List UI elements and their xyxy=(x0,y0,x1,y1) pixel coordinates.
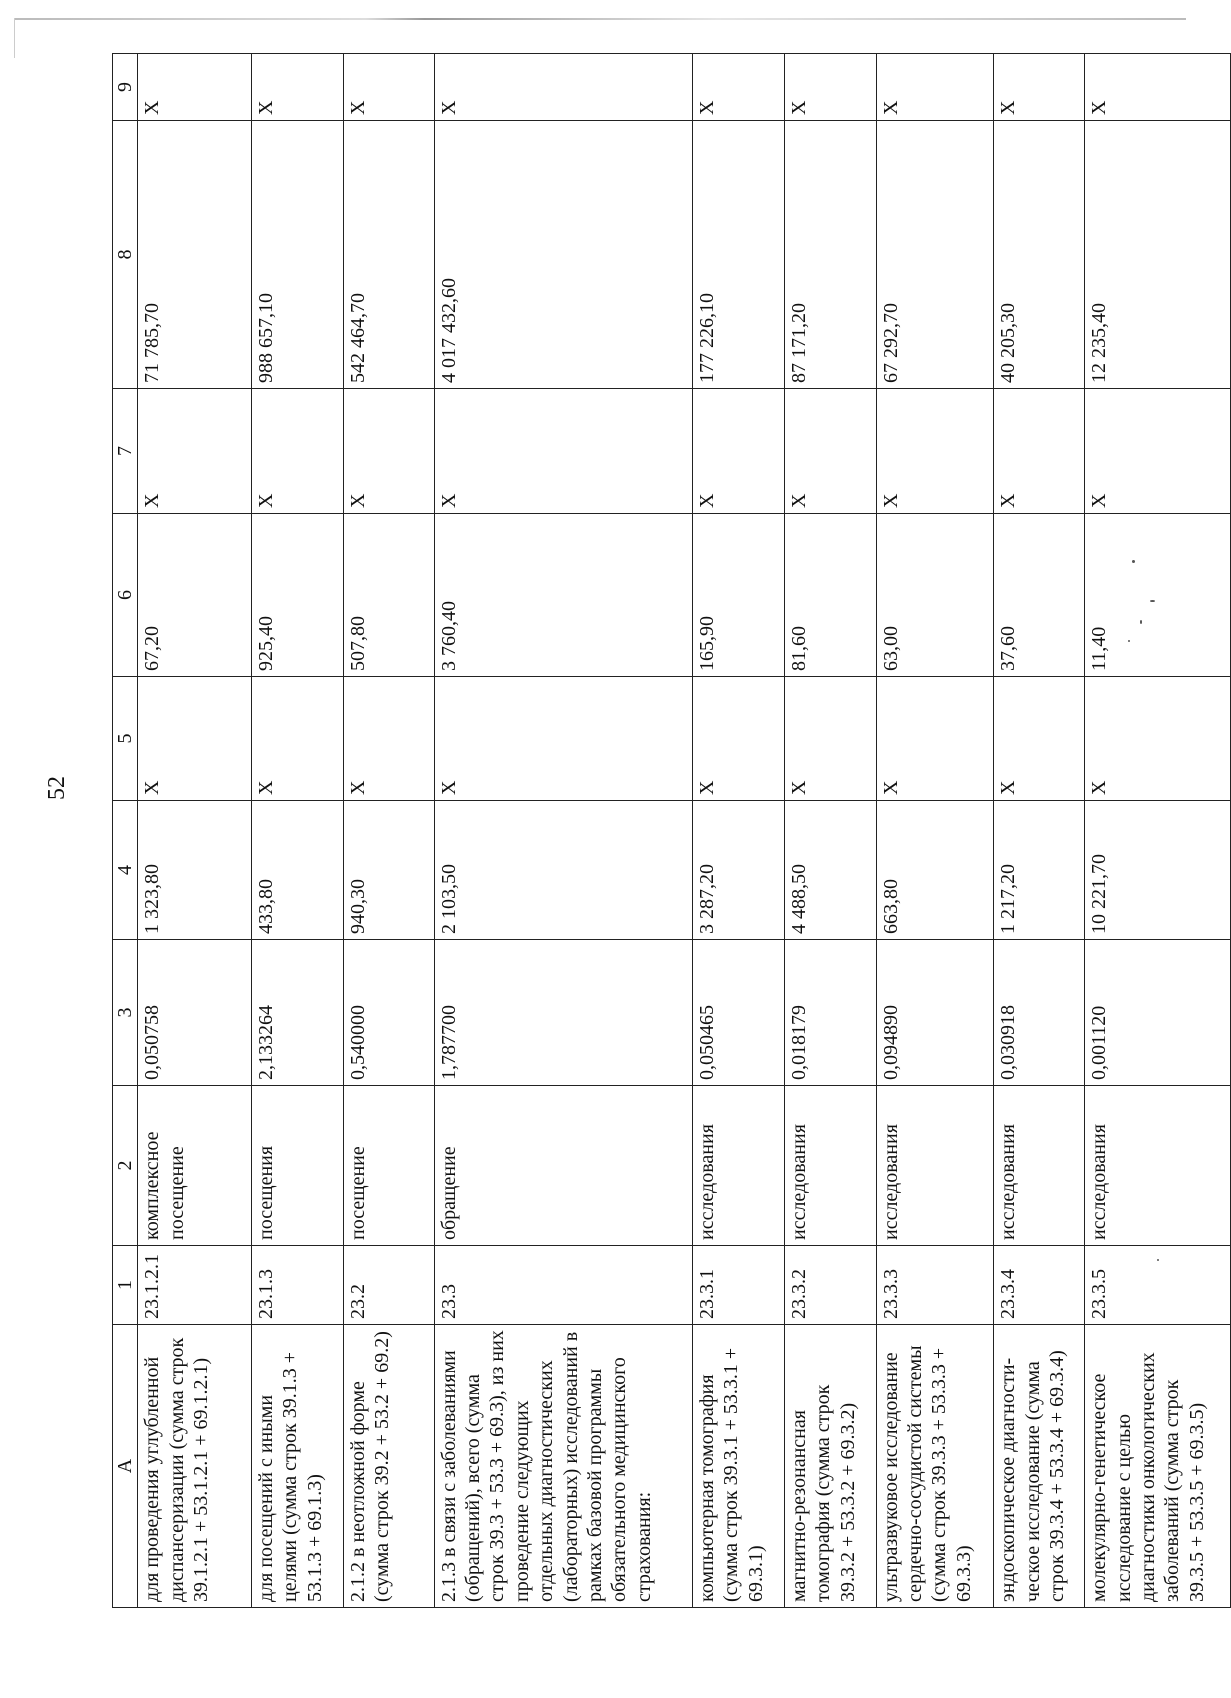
row-col9: Х xyxy=(1085,54,1231,121)
header-row xyxy=(113,54,138,1608)
row-col8: 4 017 432,60 xyxy=(434,121,692,389)
row-col7: Х xyxy=(876,389,994,514)
row-col4: 2 103,50 xyxy=(434,801,692,940)
row-col4: 1 217,20 xyxy=(994,801,1085,940)
row-col3: 0,018179 xyxy=(784,940,876,1086)
row-description: эндоскопическое диагности-ческое исследование (сумма строк 39.3.4 + 53.3.4 + 69.3.4) xyxy=(994,1325,1085,1608)
row-col9: Х xyxy=(252,54,344,121)
page-number: 52 xyxy=(44,776,70,800)
scan-speck xyxy=(1128,640,1130,642)
row-description: для проведения углубленной диспансеризации (сумма строк 39.1.2.1 + 53.1.2.1 + 69.1.2.1) xyxy=(138,1325,252,1608)
row-col6: 925,40 xyxy=(252,514,344,677)
row-col7: Х xyxy=(434,389,692,514)
header-cell: 9 xyxy=(113,54,138,121)
scan-speck xyxy=(1150,600,1155,602)
row-code: 23.1.2.1 xyxy=(138,1246,252,1325)
row-col7: Х xyxy=(994,389,1085,514)
row-description: компьютерная томография (сумма строк 39.3.1 + 53.3.1 + 69.3.1) xyxy=(692,1325,784,1608)
row-code: 23.3.3 xyxy=(876,1246,994,1325)
rotated-table-container xyxy=(112,54,1231,1608)
row-col4: 663,80 xyxy=(876,801,994,940)
table-row xyxy=(784,54,876,1608)
row-unit: обращение xyxy=(434,1086,692,1246)
row-code: 23.3 xyxy=(434,1246,692,1325)
row-code: 23.2 xyxy=(343,1246,434,1325)
row-col6: 67,20 xyxy=(138,514,252,677)
header-cell: 5 xyxy=(113,677,138,801)
table-row xyxy=(692,54,784,1608)
table-row xyxy=(138,54,252,1608)
row-col4: 433,80 xyxy=(252,801,344,940)
row-col7: Х xyxy=(343,389,434,514)
row-col5: Х xyxy=(784,677,876,801)
row-col8: 988 657,10 xyxy=(252,121,344,389)
table-row xyxy=(434,54,692,1608)
row-code: 23.1.3 xyxy=(252,1246,344,1325)
row-col7: Х xyxy=(1085,389,1231,514)
row-col4: 940,30 xyxy=(343,801,434,940)
row-col5: Х xyxy=(1085,677,1231,801)
row-col9: Х xyxy=(434,54,692,121)
financing-table xyxy=(112,53,1231,1608)
row-col5: Х xyxy=(343,677,434,801)
table-row xyxy=(252,54,344,1608)
row-col6: 507,80 xyxy=(343,514,434,677)
scan-speck xyxy=(1132,560,1135,563)
row-code: 23.3.5 xyxy=(1085,1246,1231,1325)
row-code: 23.3.1 xyxy=(692,1246,784,1325)
row-unit: посещения xyxy=(252,1086,344,1246)
row-col9: Х xyxy=(343,54,434,121)
row-col7: Х xyxy=(692,389,784,514)
row-col3: 0,030918 xyxy=(994,940,1085,1086)
row-col5: Х xyxy=(876,677,994,801)
table-row xyxy=(343,54,434,1608)
row-col8: 12 235,40 xyxy=(1085,121,1231,389)
scan-speck xyxy=(1140,620,1142,624)
row-col3: 0,050758 xyxy=(138,940,252,1086)
row-col5: Х xyxy=(692,677,784,801)
header-cell: 4 xyxy=(113,801,138,940)
row-col6: 3 760,40 xyxy=(434,514,692,677)
row-col9: Х xyxy=(138,54,252,121)
row-col3: 0,540000 xyxy=(343,940,434,1086)
row-code: 23.3.2 xyxy=(784,1246,876,1325)
row-description: для посещений с иными целями (сумма строк 39.1.3 + 53.1.3 + 69.1.3) xyxy=(252,1325,344,1608)
row-description: 2.1.2 в неотложной форме (сумма строк 39.2 + 53.2 + 69.2) xyxy=(343,1325,434,1608)
row-col6: 63,00 xyxy=(876,514,994,677)
header-cell: A xyxy=(113,1325,138,1608)
scan-top-edge xyxy=(14,18,1186,20)
row-col5: Х xyxy=(138,677,252,801)
row-col5: Х xyxy=(994,677,1085,801)
row-col9: Х xyxy=(994,54,1085,121)
row-col8: 542 464,70 xyxy=(343,121,434,389)
row-col9: Х xyxy=(784,54,876,121)
row-col6: 11,40 xyxy=(1085,514,1231,677)
row-col5: Х xyxy=(434,677,692,801)
row-col8: 67 292,70 xyxy=(876,121,994,389)
row-code: 23.3.4 xyxy=(994,1246,1085,1325)
row-col7: Х xyxy=(784,389,876,514)
row-col6: 37,60 xyxy=(994,514,1085,677)
row-col3: 0,001120 xyxy=(1085,940,1231,1086)
row-unit: исследования xyxy=(784,1086,876,1246)
row-description: молекулярно-генетическое исследование с целью диагностики онкологических заболеваний (сумма строк 39.3.5 + 53.3.5 + 69.3.5) xyxy=(1085,1325,1231,1608)
row-col3: 1,787700 xyxy=(434,940,692,1086)
row-unit: исследования xyxy=(994,1086,1085,1246)
row-col6: 81,60 xyxy=(784,514,876,677)
row-col3: 2,133264 xyxy=(252,940,344,1086)
row-col8: 177 226,10 xyxy=(692,121,784,389)
row-col8: 71 785,70 xyxy=(138,121,252,389)
row-col4: 3 287,20 xyxy=(692,801,784,940)
row-col6: 165,90 xyxy=(692,514,784,677)
row-col3: 0,050465 xyxy=(692,940,784,1086)
row-col9: Х xyxy=(876,54,994,121)
header-cell: 2 xyxy=(113,1086,138,1246)
row-description: 2.1.3 в связи с заболеваниями (обращений), всего (сумма строк 39.3 + 53.3 + 69.3), из них проведение следующих отдельных диагностических (лабораторных) исследований в рамках базовой программы обязательного медицинского страхования: xyxy=(434,1325,692,1608)
row-col8: 87 171,20 xyxy=(784,121,876,389)
row-unit: исследования xyxy=(692,1086,784,1246)
scan-left-edge xyxy=(14,18,15,58)
table-row xyxy=(1085,54,1231,1608)
header-cell: 1 xyxy=(113,1246,138,1325)
row-col8: 40 205,30 xyxy=(994,121,1085,389)
header-cell: 3 xyxy=(113,940,138,1086)
row-col3: 0,094890 xyxy=(876,940,994,1086)
scan-speck xyxy=(1157,1259,1159,1261)
header-cell: 8 xyxy=(113,121,138,389)
table-row xyxy=(994,54,1085,1608)
row-col7: Х xyxy=(138,389,252,514)
row-col4: 1 323,80 xyxy=(138,801,252,940)
row-description: магнитно-резонансная томография (сумма строк 39.3.2 + 53.3.2 + 69.3.2) xyxy=(784,1325,876,1608)
row-col5: Х xyxy=(252,677,344,801)
row-unit: исследования xyxy=(876,1086,994,1246)
row-col9: Х xyxy=(692,54,784,121)
table-row xyxy=(876,54,994,1608)
row-unit: комплексное посещение xyxy=(138,1086,252,1246)
row-col7: Х xyxy=(252,389,344,514)
row-unit: исследования xyxy=(1085,1086,1231,1246)
row-description: ультразвуковое исследование сердечно-сосудистой системы (сумма строк 39.3.3 + 53.3.3 + 69.3.3) xyxy=(876,1325,994,1608)
row-col4: 10 221,70 xyxy=(1085,801,1231,940)
row-col4: 4 488,50 xyxy=(784,801,876,940)
header-cell: 7 xyxy=(113,389,138,514)
header-cell: 6 xyxy=(113,514,138,677)
row-unit: посещение xyxy=(343,1086,434,1246)
